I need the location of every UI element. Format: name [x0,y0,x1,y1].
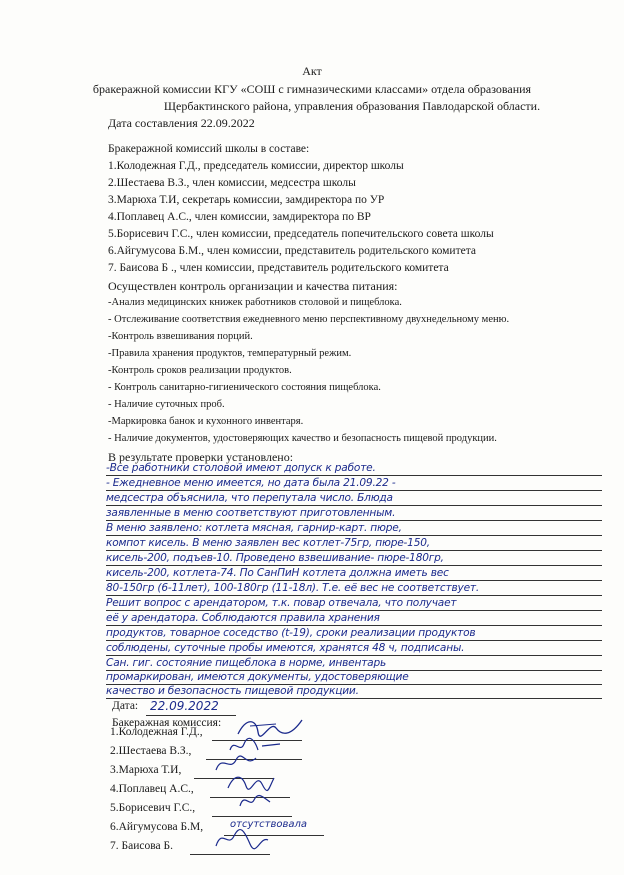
handwritten-line-12: продуктов, товарное соседство (t-19), сроки реализации продуктов [106,627,602,641]
handwritten-line-7: кисель-200, подъев-10. Проведено взвешивание- пюре-180гр, [106,552,602,566]
handwritten-line-16: качество и безопасность пищевой продукции. [106,685,602,699]
signer-1: 1.Колодежная Г.Д., [110,726,203,738]
control-item-7: - Наличие суточных проб. [108,399,225,410]
signer-5: 5.Борисевич Г.С., [110,802,196,814]
header-line-1: бракеражной комиссии КГУ «СОШ с гимназическими классами» отдела образования [92,82,532,96]
commission-intro: Бракеражной комиссий школы в составе: [108,143,310,155]
control-item-5: -Контроль сроков реализации продуктов. [108,365,292,376]
date-underline [146,715,236,716]
handwritten-line-10: Решит вопрос с арендатором, т.к. повар отвечала, что получает [106,597,602,611]
signer-4: 4.Поплавец А.С., [110,783,194,795]
handwritten-line-14: Сан. гиг. состояние пищеблока в норме, инвентарь [106,657,602,671]
member-6: 6.Айгумусова Б.М., член комиссии, представитель родительского комитета [108,245,476,257]
handwritten-line-15: промаркирован, имеются документы, удостоверяющие [106,671,602,685]
footer-date-value: 22.09.2022 [150,699,219,713]
handwritten-line-9: 80-150гр (6-11лет), 100-180гр (11-18л). Т.е. её вес не соответствует. [106,582,602,596]
absent-note: отсутствовала [230,819,308,830]
signer-7: 7. Баисова Б. [110,840,173,852]
control-item-4: -Правила хранения продуктов, температурный режим. [108,348,352,359]
member-1: 1.Колодежная Г.Д., председатель комиссии, директор школы [108,160,404,172]
header-line-2: Щербактинского района, управления образования Павлодарской области. [163,99,541,113]
handwritten-line-6: компот кисель. В меню заявлен вес котлет-75гр, пюре-150, [106,537,602,551]
signer-3: 3.Марюха Т.И, [110,764,182,776]
control-item-8: -Маркировка банок и кухонного инвентаря. [108,416,304,427]
footer-date-label: Дата: [112,700,139,712]
signature-7-scribble [212,826,272,852]
member-2: 2.Шестаева В.З., член комиссии, медсестра школы [108,177,356,189]
control-item-6: - Контроль санитарно-гигиенического состояния пищеблока. [108,382,381,393]
control-item-2: - Отслеживание соответствия ежедневного меню перспективному двухнедельному меню. [108,314,510,325]
compilation-date: Дата составления 22.09.2022 [108,116,255,130]
handwritten-line-8: кисель-200, котлета-74. По СанПиН котлета должна иметь вес [106,567,602,581]
control-item-9: - Наличие документов, удостоверяющих качество и безопасность пищевой продукции. [108,433,497,444]
handwritten-line-2: - Ежедневное меню имеется, но дата была 21.09.22 - [106,477,602,491]
document-title: Акт [302,64,322,78]
handwritten-line-4: заявленные в меню соответствуют приготовленным. [106,507,602,521]
control-heading: Осуществлен контроль организации и качества питания: [108,279,398,293]
signature-line-7 [190,854,270,855]
signer-6: 6.Айгумусова Б.М, [110,821,204,833]
control-item-3: -Контроль взвешивания порций. [108,331,253,342]
member-5: 5.Борисевич Г.С., член комиссии, председатель попечительского совета школы [108,228,494,240]
handwritten-line-1: -Все работники столовой имеют допуск к работе. [106,462,602,476]
member-4: 4.Поплавец А.С., член комиссии, замдиректора по ВР [108,211,371,223]
handwritten-line-3: медсестра объяснила, что перепутала число. Блюда [106,492,602,506]
signature-5-scribble [236,790,276,812]
member-7: 7. Баисова Б ., член комиссии, представитель родительского комитета [108,262,449,274]
control-item-1: -Анализ медицинских книжек работников столовой и пищеблока. [108,297,402,308]
signature-line-5 [212,816,292,817]
handwritten-line-13: соблюдены, суточные пробы имеются, хранятся 48 ч, подписаны. [106,642,602,656]
member-3: 3.Марюха Т.И, секретарь комиссии, замдиректора по УР [108,194,385,206]
handwritten-line-11: её у арендатора. Соблюдаются правила хранения [106,612,602,626]
handwritten-line-5: В меню заявлено: котлета мясная, гарнир-карт. пюре, [106,522,602,536]
signer-2: 2.Шестаева В.З., [110,745,192,757]
result-heading: В результате проверки установлено: [108,450,294,464]
commission-signers-label: Бакеражная комиссия: [112,717,222,729]
